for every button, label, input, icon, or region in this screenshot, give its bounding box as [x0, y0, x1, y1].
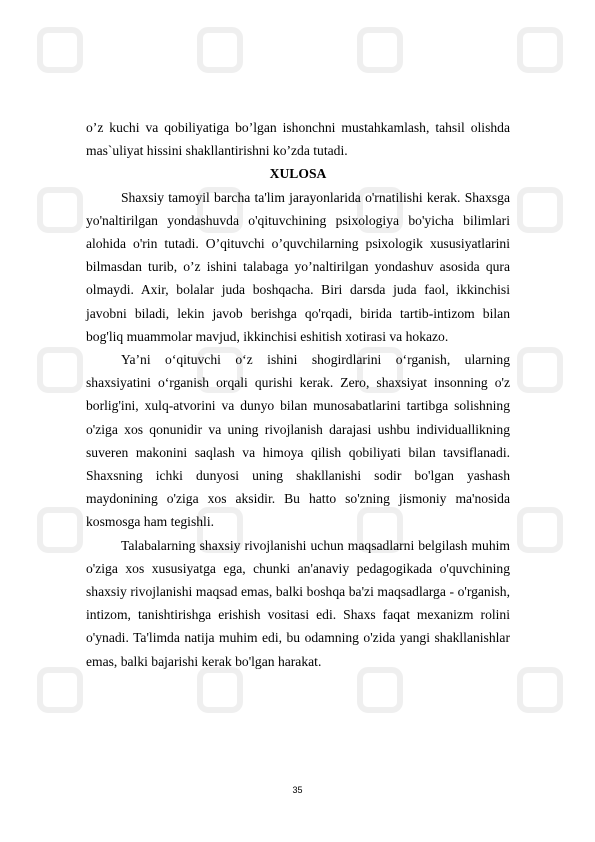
page-number: 35 — [292, 785, 303, 795]
paragraph: Ya’ni o‘qituvchi o‘z ishini shogirdlarini o‘rganish, ularning shaxsiyatini o‘rganish orqali qurishi kerak. Zero, shaxsiyat insonning o'z borlig'ini, xulq-atvorini va dunyo bilan munosabatlarini tartibga solishning o'ziga xos qonunidir va uning rivojlanish darajasi ushbu individuallikning suveren makonini saqlash va himoya qilish qobiliyati bilan tavsiflanadi. Shaxsning ichki dunyosi uning shakllanishi sodir bo'lgan yashash maydonining o'ziga xos aksidir. Bu hatto so'zning jismoniy ma'nosida kosmosga ham tegishli. — [86, 352, 510, 530]
paragraph-continuation: o’z kuchi va qobiliyatiga bo’lgan ishonchni mustahkamlash, tahsil olishda mas`uliyat hissini shakllantirishni ko’zda tutadi. — [86, 120, 510, 159]
paragraph: Talabalarning shaxsiy rivojlanishi uchun maqsadlarni belgilash muhim o'ziga xos xususiyatga ega, chunki an'anaviy pedagogikada o'quvchining shaxsiy rivojlanishi maqsad emas, balki boshqa ba'zi maqsadlarga - o'rganish, intizom, tanishtirishga erishish vositasi edi. Shaxs faqat mexanizm rolini o'ynadi. Ta'limda natija muhim edi, bu odamning o'zida yangi shakllanishlar emas, balki bajarishi kerak bo'lgan harakat. — [86, 537, 510, 669]
section-heading: XULOSA — [269, 166, 327, 182]
document-body — [86, 116, 510, 673]
paragraph: Shaxsiy tamoyil barcha ta'lim jarayonlarida o'rnatilishi kerak. Shaxsga yo'naltirilgan yondashuvda o'qituvchining psixologiya bo'yicha bilimlari alohida o'rin tutadi. O’qituvchi o’quvchilarning psixologik xususiyatlarini bilmasdan turib, o’z ishini talabaga yo’naltirilgan yondashuv asosida qura olmaydi. Axir, bolalar juda boshqacha. Biri darsda juda faol, ikkinchisi javobni biladi, lekin javob berishga qo'rqadi, birida tartib-intizom bilan bog'liq muammolar mavjud, ikkinchisi eshitish xotirasi va hokazo. — [86, 189, 510, 344]
